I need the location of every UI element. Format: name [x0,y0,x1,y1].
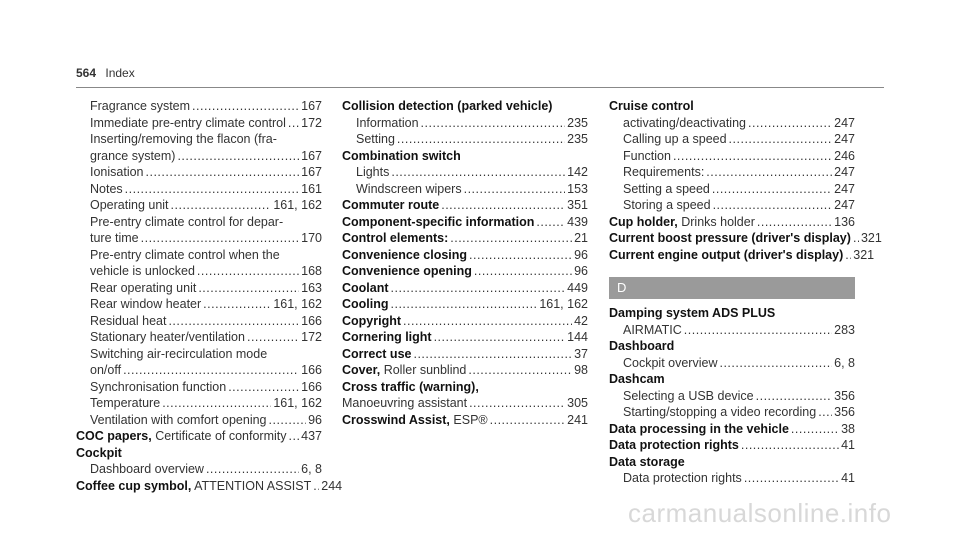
page-reference: 439 [567,214,588,229]
index-subterm: Setting a speed [623,181,710,196]
page-reference: 356 [834,405,855,419]
index-subterm: Stationary heater/ventilation [90,330,245,344]
index-entry [342,230,588,247]
index-subterm: Information [356,115,419,130]
index-subentry [76,148,322,165]
index-column-1 [76,98,343,494]
dot-leader [391,280,566,297]
index-term: Cooling [342,297,389,311]
page-reference: 6, 8 [301,462,322,476]
page-reference: 136 [834,214,855,229]
dot-leader [673,148,832,165]
index-subterm: Switching air-recirculation mode [90,346,268,361]
index-subentry [76,461,322,478]
page-header-title: Index [105,66,135,80]
index-subterm: Requirements: [623,165,705,179]
page-reference: 437 [301,429,322,443]
index-subterm: Manoeuvring assistant [342,396,468,410]
index-column-2 [342,98,588,428]
page-reference: 166 [301,313,322,328]
page-reference: 144 [567,330,588,344]
index-subterm: Selecting a USB device [623,388,754,403]
index-subterm: Rear operating unit [90,280,197,295]
page-reference: 166 [301,379,322,394]
index-subterm: Certificate of conformity [155,429,287,443]
index-entry [609,230,882,247]
index-subterm: Residual heat [90,313,167,328]
index-entry [609,437,855,454]
page-reference: 235 [567,115,588,130]
index-subterm: Drinks holder [681,214,755,229]
index-entry [342,412,588,429]
index-entry [609,305,855,322]
page-reference: 167 [301,99,322,113]
index-entry [609,454,855,471]
index-term: Cruise control [609,99,694,113]
index-entry [609,214,855,231]
dot-leader [198,280,299,297]
dot-leader [247,329,299,346]
index-subterm: Rear window heater [90,297,202,311]
index-subentry [76,164,322,181]
page-reference: 98 [574,363,588,377]
index-term: Cockpit [76,445,122,460]
dot-leader [397,131,565,148]
index-entry [342,214,588,231]
index-subentry [342,115,588,132]
index-section-header: D [609,277,855,299]
page-reference: 42 [574,313,588,328]
index-term: Copyright [342,313,402,328]
dot-leader [719,355,832,372]
dot-leader [756,388,833,405]
index-subterm: AIRMATIC [623,322,682,337]
index-subterm: Roller sunblind [383,363,467,377]
header-divider [76,87,884,88]
dot-leader [450,230,572,247]
index-subterm: ESP® [453,412,488,427]
page-reference: 167 [301,148,322,163]
dot-leader [206,461,299,478]
index-entry [609,338,855,355]
index-subterm: Synchronisation function [90,379,227,394]
dot-leader [744,470,839,487]
index-term: Convenience closing [342,247,468,262]
index-subentry [342,395,588,412]
index-subterm: ture time [90,231,139,245]
dot-leader [269,412,307,429]
index-subentry [609,181,855,198]
dot-leader [413,346,572,363]
index-entry [609,247,875,264]
dot-leader [162,395,271,412]
dot-leader [741,437,839,454]
index-subterm: Fragrance system [90,99,191,113]
index-term: Damping system ADS PLUS [609,306,776,320]
index-subterm: Cockpit overview [623,355,718,370]
dot-leader [853,230,859,247]
page-header [76,66,135,80]
index-subentry [342,131,588,148]
index-subterm: Storing a speed [623,198,711,212]
page-reference: 96 [574,264,588,278]
page-reference: 235 [567,132,588,146]
index-term: Cover, [342,363,381,377]
index-subterm: Pre-entry climate control when the [90,247,280,262]
index-subterm: Pre-entry climate control for depar- [90,214,284,229]
dot-leader [391,296,538,313]
index-subterm: Ventilation with comfort opening [90,412,267,427]
page-reference: 170 [301,231,322,245]
page-reference: 247 [834,165,855,179]
dot-leader [706,164,832,181]
index-entry [342,197,588,214]
dot-leader [757,214,832,231]
index-entry [342,280,588,297]
page-reference: 161 [301,181,322,196]
index-subentry [76,197,322,214]
page-reference: 246 [834,148,855,163]
index-subentry [609,470,855,487]
index-subentry [76,280,322,297]
index-subterm: grance system) [90,148,176,163]
index-subterm: Notes [90,181,123,196]
index-entry [342,148,588,165]
index-subterm: Starting/stopping a video recording [623,405,817,419]
dot-leader [748,115,832,132]
dot-leader [536,214,565,231]
dot-leader [490,412,566,429]
dot-leader [313,478,319,495]
page-reference: 241 [567,412,588,427]
index-entry [342,98,588,115]
index-subentry [76,263,322,280]
dot-leader [288,115,299,132]
index-subentry [76,181,322,198]
index-term: Component-specific information [342,214,535,229]
index-subterm: vehicle is unlocked [90,264,195,278]
dot-leader [712,181,832,198]
dot-leader [469,247,572,264]
index-subterm: Ionisation [90,165,144,179]
index-subentry [609,164,855,181]
index-entry [342,263,588,280]
page-reference: 321 [853,247,875,262]
index-subterm: Function [623,148,671,163]
index-subentry [76,115,322,132]
index-subentry [76,313,322,330]
index-term: COC papers, [76,429,152,443]
index-entry [609,421,855,438]
index-subentry [76,395,322,412]
index-subterm: Setting [356,132,395,146]
page-reference: 153 [567,181,588,196]
dot-leader [468,362,572,379]
page-reference: 247 [834,115,855,130]
index-subterm: Windscreen wipers [356,181,462,196]
index-subentry [76,230,322,247]
index-subentry [76,296,322,313]
index-subentry [609,388,855,405]
page-reference: 247 [834,132,855,146]
dot-leader [729,131,833,148]
index-subterm: Operating unit [90,198,169,212]
dot-leader [421,115,566,132]
page-reference: 351 [567,198,588,212]
page-reference: 172 [301,115,322,130]
page-reference: 38 [841,421,855,436]
index-column-3 [609,98,882,487]
index-subentry [76,329,322,346]
index-term: Collision detection (parked vehicle) [342,99,553,113]
page-reference: 6, 8 [834,355,855,370]
page-reference: 167 [301,165,322,179]
dot-leader [192,98,299,115]
index-subentry [76,247,322,264]
index-subterm: Data protection rights [623,471,742,485]
page-reference: 161, 162 [273,297,322,311]
page-reference: 321 [860,231,882,245]
page-reference: 172 [301,330,322,344]
page-reference: 96 [308,412,322,427]
index-subterm: on/off [90,363,122,377]
index-term: Correct use [342,346,412,361]
index-subentry [609,322,855,339]
dot-leader [403,313,572,330]
index-subterm: activating/deactivating [623,115,746,130]
index-term: Control elements: [342,231,449,245]
page-reference: 283 [834,322,855,337]
index-term: Cup holder, [609,214,678,229]
dot-leader [203,296,271,313]
index-subentry [609,355,855,372]
dot-leader [123,362,299,379]
index-subterm: Temperature [90,396,161,410]
page-reference: 168 [301,264,322,278]
index-entry [76,445,322,462]
dot-leader [168,313,299,330]
page-reference: 244 [321,478,343,493]
index-term: Coffee cup symbol, [76,478,192,493]
index-term: Current boost pressure (driver's display) [609,231,851,245]
index-entry [342,296,588,313]
page-reference: 142 [567,165,588,179]
index-term: Data processing in the vehicle [609,421,789,436]
index-term: Commuter route [342,198,440,212]
page-reference: 247 [834,181,855,196]
dot-leader [818,404,832,421]
index-subentry [76,214,322,231]
index-entry [342,379,588,396]
index-subentry [76,131,322,148]
index-subterm: Lights [356,165,390,179]
index-entry [76,478,343,495]
index-subentry [342,164,588,181]
index-entry [342,313,588,330]
index-term: Dashboard [609,339,675,353]
index-subentry [76,98,322,115]
page-reference: 305 [567,396,588,410]
page-reference: 41 [841,471,855,485]
page-reference: 161, 162 [273,198,322,212]
dot-leader [125,181,299,198]
index-subentry [609,115,855,132]
dot-leader [146,164,300,181]
index-entry [76,428,322,445]
index-term: Cross traffic (warning), [342,379,479,394]
index-subentry [342,181,588,198]
index-subentry [609,404,855,421]
index-subentry [609,197,855,214]
page-reference: 166 [301,363,322,377]
index-term: Cornering light [342,330,432,344]
index-term: Crosswind Assist, [342,412,450,427]
index-subterm: Calling up a speed [623,132,727,146]
dot-leader [228,379,299,396]
dot-leader [474,263,572,280]
dot-leader [684,322,832,339]
page-reference: 21 [574,231,588,245]
index-subterm: Immediate pre-entry climate control [90,115,286,130]
dot-leader [469,395,565,412]
dot-leader [464,181,566,198]
dot-leader [171,197,272,214]
index-subterm: Dashboard overview [90,462,204,476]
dot-leader [434,329,566,346]
index-subentry [76,362,322,379]
index-term: Convenience opening [342,264,472,278]
page-reference: 163 [301,280,322,295]
index-term: Dashcam [609,372,665,386]
index-entry [342,346,588,363]
dot-leader [197,263,299,280]
dot-leader [177,148,299,165]
page-reference: 41 [841,438,855,452]
dot-leader [391,164,565,181]
index-subentry [76,379,322,396]
dot-leader [845,247,851,264]
index-entry [342,247,588,264]
page-reference: 96 [574,247,588,262]
index-subentry [76,346,322,363]
dot-leader [791,421,839,438]
page-reference: 356 [834,388,855,403]
watermark: carmanualsonline.info [628,498,892,528]
index-entry [342,362,588,379]
dot-leader [441,197,565,214]
page-reference: 449 [567,280,588,295]
index-subentry [609,131,855,148]
page-reference: 161, 162 [273,396,322,410]
page-reference: 37 [574,346,588,361]
index-entry [609,98,855,115]
index-entry [609,371,855,388]
index-term: Data storage [609,454,685,469]
index-subterm: ATTENTION ASSIST [194,478,312,493]
index-subentry [609,148,855,165]
index-term: Data protection rights [609,438,739,452]
page-number: 564 [76,66,97,80]
index-subterm: Inserting/removing the flacon (fra- [90,132,277,146]
index-entry [342,329,588,346]
dot-leader [289,428,300,445]
dot-leader [713,197,833,214]
index-subentry [76,412,322,429]
page-reference: 161, 162 [539,297,588,311]
index-term: Combination switch [342,148,461,163]
dot-leader [141,230,300,247]
index-term: Coolant [342,280,389,295]
index-term: Current engine output (driver's display) [609,247,844,262]
page-reference: 247 [834,198,855,212]
